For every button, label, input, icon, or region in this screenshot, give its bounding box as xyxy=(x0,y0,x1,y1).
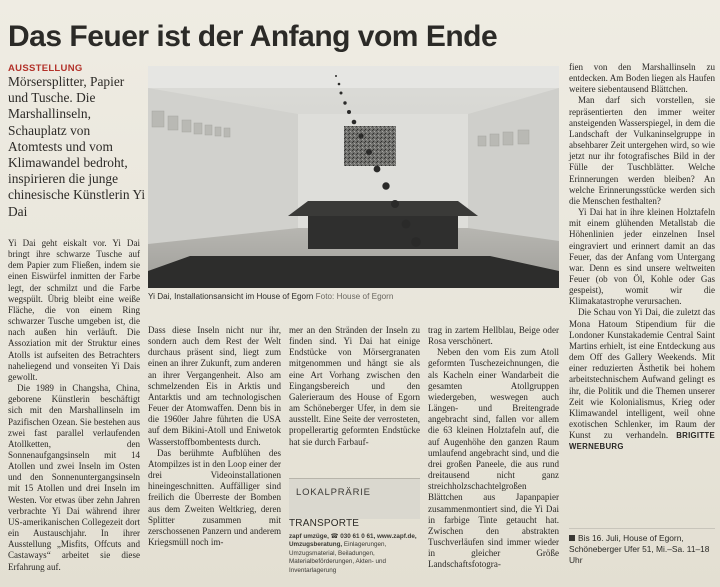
article-column-1 xyxy=(8,238,140,573)
section-kicker: AUSSTELLUNG xyxy=(8,63,83,74)
article-column-3 xyxy=(289,325,420,448)
caption-text: Yi Dai, Installationsansicht im House of Egorn xyxy=(148,292,314,301)
paragraph: Das berühmte Aufblühen des Atompilzes ist in den Loop einer der drei Videoinstallationen hineingeschnitten. Auffälliger sind freilich die Überreste der Bomben aus dem Zweiten Weltkrieg, deren Splitter zusammen mit zerschossenen Panzern und anderem Kriegsmüll noch im- xyxy=(148,447,281,547)
headline: Das Feuer ist der Anfang vom Ende xyxy=(8,20,498,53)
divider xyxy=(569,528,715,529)
paragraph: Man darf sich vorstellen, sie repräsentierten den immer weiter ansteigenden Wasserspiegel, in dem die Landschaft der Vulkaninselgruppe in absehbarer Zeit untergehen wird, so wie jetzt nur ihr fotografisches Bild in der Fülle der Tuschblätter. Welche Erinnerungen werden bleiben? An welche Erinnerungsstücke werden sich die Menschen festhalten? xyxy=(569,95,715,206)
paragraph: Yi Dai geht eiskalt vor. Yi Dai bringt ihre schwarze Tusche auf dem Papier zum Fließen, indem sie einen Eiswürfel inmitten der Farbe legt, der schmilzt und die Farbe wegspült. Übrig bleibt eine weiße Fläche, die von einem Ring schwarzer Tusche umgeben ist, die nach außen hin verläuft. Die Assoziation mit der Struktur eines Atolls ist aufseiten des Betrachters naheliegend und vonseiten Yi Dais gewollt. xyxy=(8,238,140,382)
exhibition-info-text: Bis 16. Juli, House of Egorn, Schöneberger Ufer 51, Mi.–Sa. 11–18 Uhr xyxy=(569,533,710,565)
article-column-5 xyxy=(569,62,715,452)
article-column-2 xyxy=(148,325,281,548)
paragraph: trag in zartem Hellblau, Beige oder Rosa verschönert. xyxy=(428,325,559,347)
lokalpraerie-label: LOKALPRÄRIE xyxy=(296,487,371,498)
paragraph: fien von den Marshallinseln zu entdecken. Am Boden liegen als Haufen weitere siebentausend Blättchen. xyxy=(569,62,715,95)
classified-ad xyxy=(289,533,420,575)
author-byline: BRIGITTE WERNEBURG xyxy=(569,431,715,452)
ad-bold-text: zapf umzüge, ☎ 030 61 0 61, www.zapf.de, Umzugsberatung, xyxy=(289,533,417,549)
paragraph xyxy=(569,307,715,452)
article-column-4 xyxy=(428,325,559,570)
paragraph: Yi Dai hat in ihre kleinen Holztafeln mit einem glühenden Metallstab die Höhenlinien jeder einzelnen Insel eingraviert und erinnert damit an das Feuer, das der Anfang vom Untergang war. Denn es sind unsere weltweiten Feuer (ob von Öl, Kohle oder Gas gespeist), womit wir die Klimakatastrophe verursachen. xyxy=(569,207,715,307)
photo-credit: Foto: House of Egorn xyxy=(315,292,394,301)
exhibition-info xyxy=(569,533,715,565)
lead-paragraph: Mörsersplitter, Papier und Tusche. Die Marshallinseln, Schauplatz von Atomtests und vom Klimawandel bedroht, inspirieren die junge chinesische Künstlerin Yi Dai xyxy=(8,74,146,219)
ad-text: Einlagerungen, Umzugsmaterial, Beiladungen, Materialbeförderungen, Akten- und Inventarlagerung xyxy=(289,541,387,574)
installation-photo xyxy=(148,66,559,288)
paragraph: Neben den vom Eis zum Atoll geformten Tuschezeichnungen, die als Kacheln einer Wandarbeit die gesamten Atollgruppen wiedergeben, weswegen auch Längen- und Breitengrade angebracht sind, fallen vor allem die 63 kleinen Holztafeln auf, die auf Augenhöhe den ganzen Raum umlaufend angebracht sind, und die drei großen Paneele, die aus rund dreitausend nicht ganz streichholzschachtelgroßen Blättchen aus Japanpapier zusammenmontiert sind, die Yi Dai in farbige Tinte getaucht hat. Zwischen den abstrakten Tuschverläufen sind immer wieder in gleicher Größe Landschaftsfotogra- xyxy=(428,347,559,570)
square-bullet-icon xyxy=(569,535,575,541)
paragraph: mer an den Stränden der Inseln zu finden sind. Yi Dai hat einige Endstücke von Mörsergranaten mitgenommen und hängt sie als eine Art Vorhang zwischen den Eingangsbereich und den Galerieraum des House of Egorn am Schöneberger Ufer, in dem sie ausstellt. Eine Seite der verrosteten, propellerartig geformten Endstücke hat sie durch Farbauf- xyxy=(289,325,420,447)
paragraph-text: Die Schau von Yi Dai, die zuletzt das Mona Hatoum Stipendium für die Londoner Kunstakademie Central Saint Martins erhielt, ist eine Entdeckung aus dem Off des Gallery Weekends. Mit einer reduzierten Ästhetik bei hohem arbeitstechnischem Aufwand gelingt es ihr, die Politik und die Themen unserer Zeit wie Kolonialismus, Krieg oder Klimawandel intelligent, weil ohne exotischen Schlenker, im Raum der Kunst zu verhandeln. xyxy=(569,307,715,441)
transporte-heading: TRANSPORTE xyxy=(289,518,360,529)
lokalpraerie-box xyxy=(289,478,420,519)
paragraph: Die 1989 in Changsha, China, geborene Künstlerin beschäftigt sich mit den Marshallinseln im Pazifischen Ozean. Sie bestehen aus zwei fast parallel verlaufenden Atollketten, den Sonnenaufgangsinseln mit 14 Atollen und zwei Inseln im Osten und den Sonnenuntergangsinseln mit 15 Atollen und drei Inseln im Westen. Vor etwas über zehn Jahren verbrachte Yi Dai während ihrer US-amerikanischen Collegezeit dort ein Austauschjahr. In ihrer Ausstellung „Misfits, Offcuts and Castaways“ arbeitet sie diese Erfahrung auf. xyxy=(8,383,140,572)
paragraph: Dass diese Inseln nicht nur ihr, sondern auch dem Rest der Welt durchaus präsent sind, liegt zum einen an ihrer Zukunft, zum anderen an ihrer Vergangenheit. Also am schmelzenden Eis in Arktis und Antarktis und am technologischen Feuer der Atomwaffen. Denn bis in die 1960er Jahre führten die USA auf dem Bikini-Atoll und Eniwetok Wasserstoffbombentests durch. xyxy=(148,325,281,447)
photo-caption xyxy=(148,292,559,301)
